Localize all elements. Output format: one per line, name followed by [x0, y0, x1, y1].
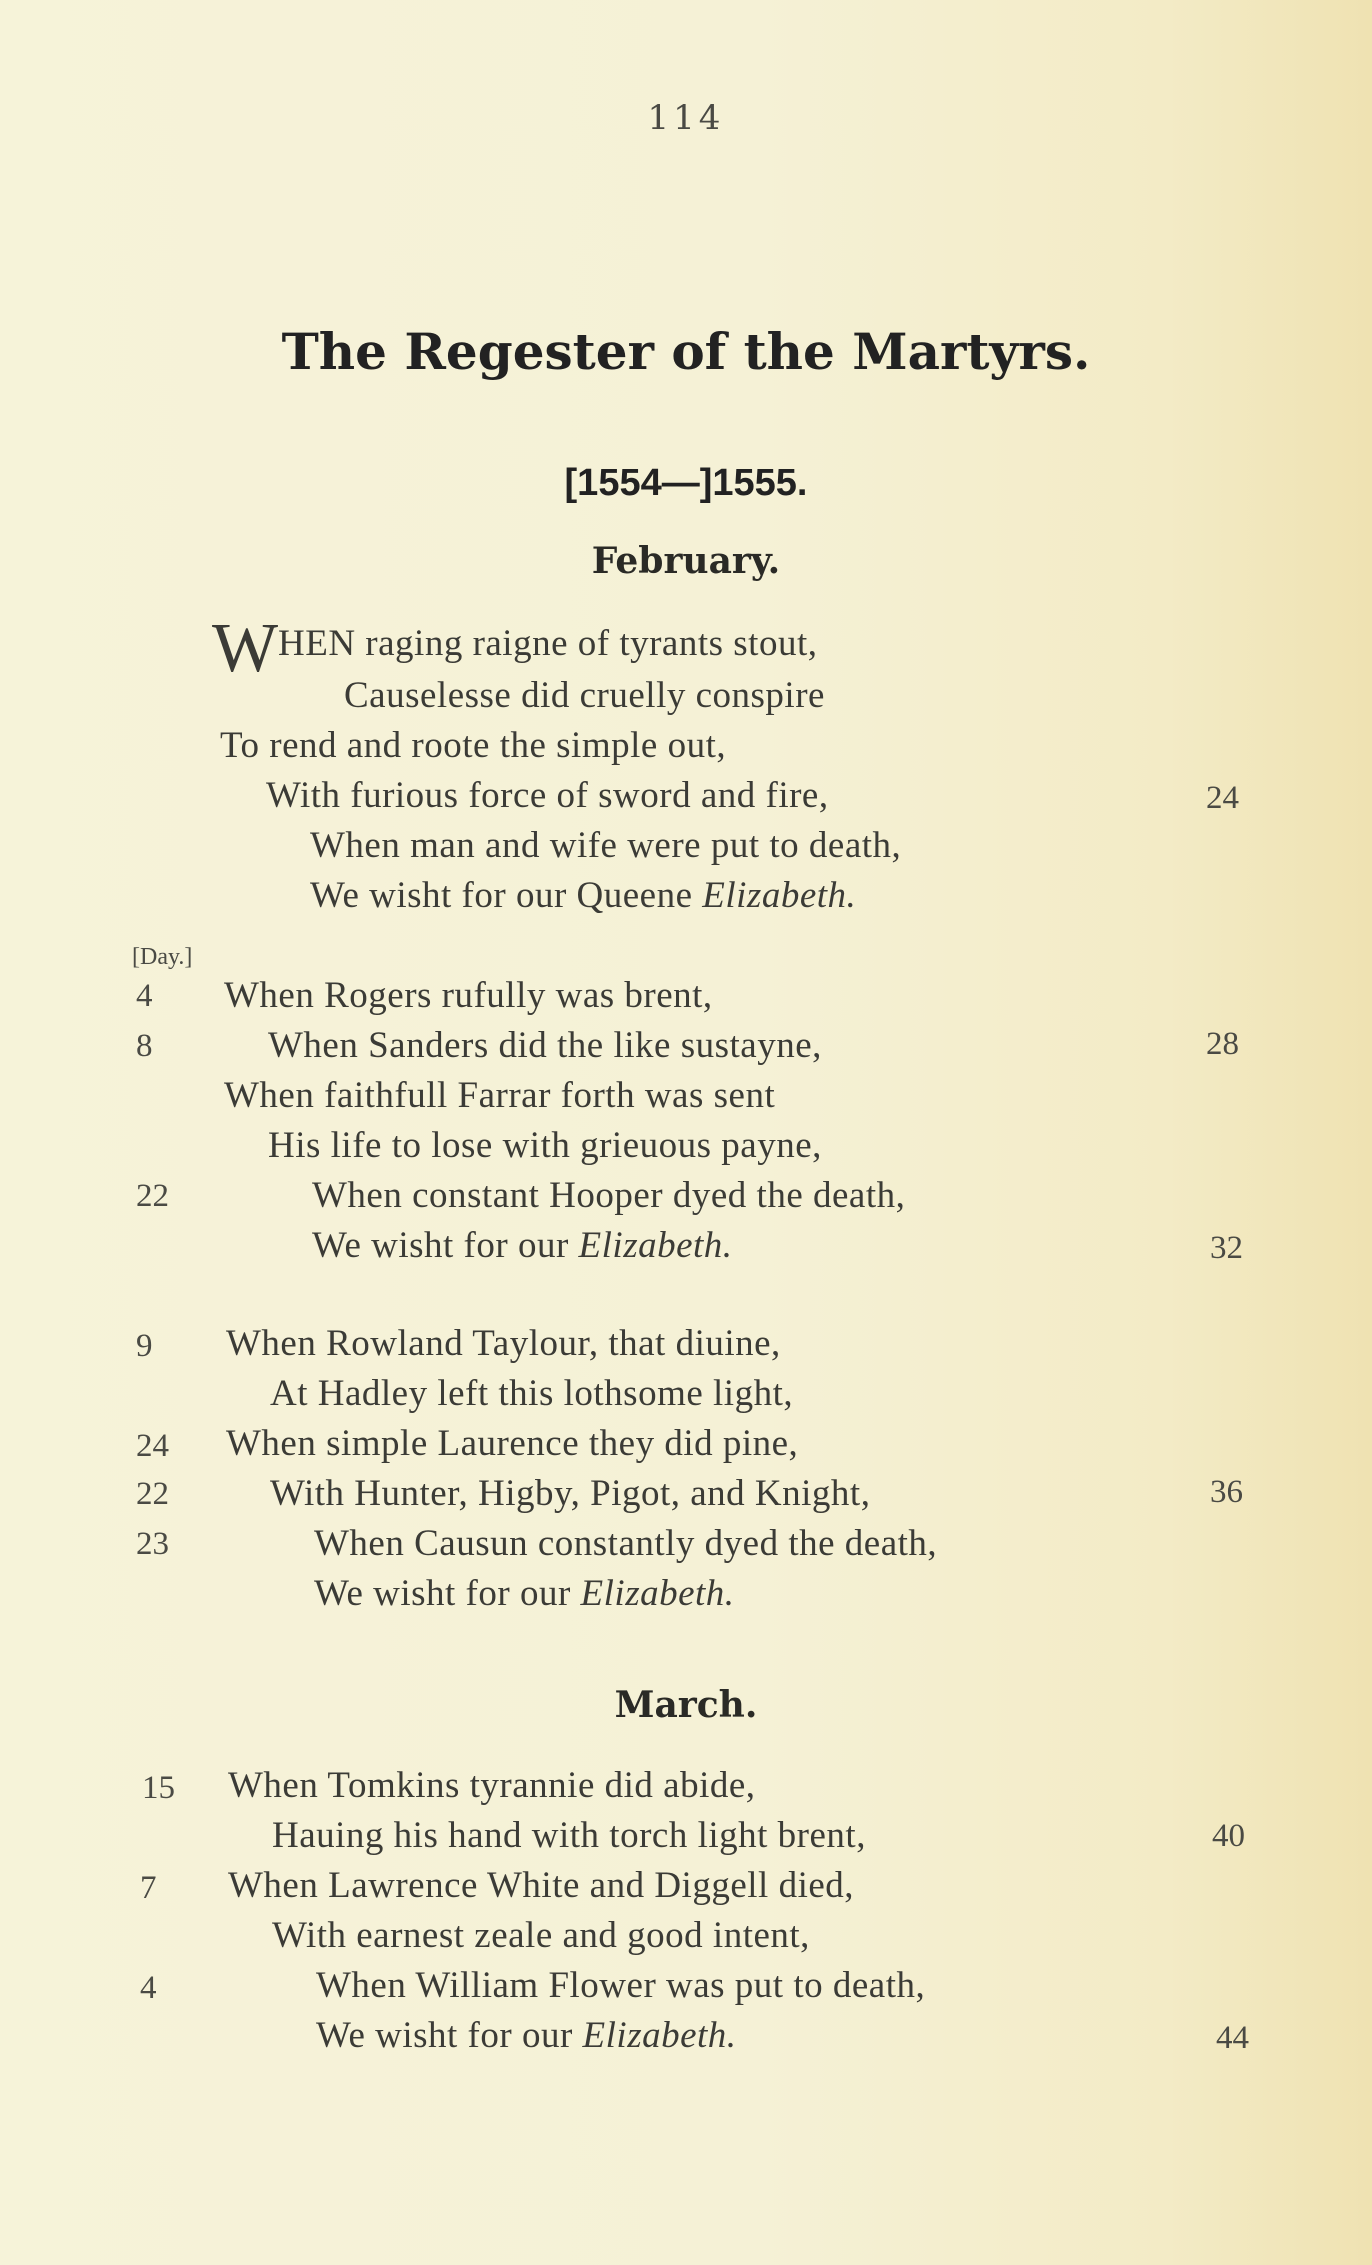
year-heading: [1554—]1555.	[564, 462, 808, 504]
day-column-label: [Day.]	[132, 944, 193, 970]
line-number: 24	[1206, 780, 1239, 816]
line-number: 36	[1210, 1474, 1243, 1510]
day-number: 15	[142, 1770, 175, 1806]
verse-line: When Lawrence White and Diggell died,	[228, 1865, 855, 1906]
verse-line: When constant Hooper dyed the death,	[312, 1175, 906, 1216]
verse-line: When faithfull Farrar forth was sent	[224, 1075, 776, 1116]
verse-line-refrain: We wisht for our Elizabeth.	[314, 1573, 735, 1614]
day-number: 24	[136, 1428, 169, 1464]
verse-line: With Hunter, Higby, Pigot, and Knight,	[270, 1473, 871, 1514]
day-number: 22	[136, 1178, 169, 1214]
day-number: 9	[136, 1328, 153, 1364]
verse-line-refrain: We wisht for our Queene Elizabeth.	[310, 875, 857, 916]
verse-line: With furious force of sword and fire,	[266, 775, 829, 816]
verse-line: When man and wife were put to death,	[310, 825, 902, 866]
verse-line: When Rowland Taylour, that diuine,	[226, 1323, 781, 1364]
verse-line: With earnest zeale and good intent,	[272, 1915, 810, 1956]
verse-line-refrain: We wisht for our Elizabeth.	[312, 1225, 733, 1266]
verse-line: To rend and roote the simple out,	[220, 725, 727, 766]
verse-line: His life to lose with grieuous payne,	[268, 1125, 822, 1166]
verse-line: When Tomkins tyrannie did abide,	[228, 1765, 756, 1806]
month-heading-february: February.	[591, 540, 781, 582]
day-number: 22	[136, 1476, 169, 1512]
verse-line: HEN raging raigne of tyrants stout,	[278, 623, 818, 664]
day-number: 4	[140, 1970, 157, 2006]
line-number: 32	[1210, 1230, 1243, 1266]
verse-line-refrain: We wisht for our Elizabeth.	[316, 2015, 737, 2056]
verse-line: When Rogers rufully was brent,	[224, 975, 713, 1016]
line-number: 44	[1216, 2020, 1249, 2056]
verse-line: Causelesse did cruelly conspire	[344, 675, 825, 716]
day-number: 8	[136, 1028, 153, 1064]
day-number: 23	[136, 1526, 169, 1562]
page-number: 114	[647, 98, 725, 138]
month-heading-march: March.	[614, 1684, 758, 1726]
verse-line: When simple Laurence they did pine,	[226, 1423, 799, 1464]
verse-line: When Sanders did the like sustayne,	[268, 1025, 822, 1066]
day-number: 7	[140, 1870, 157, 1906]
day-number: 4	[136, 978, 153, 1014]
verse-line: When William Flower was put to death,	[316, 1965, 926, 2006]
verse-line: When Causun constantly dyed the death,	[314, 1523, 938, 1564]
page-title: The Regester of the Martyrs.	[281, 322, 1091, 381]
line-number: 28	[1206, 1026, 1239, 1062]
verse-line: Hauing his hand with torch light brent,	[272, 1815, 866, 1856]
verse-line: At Hadley left this lothsome light,	[270, 1373, 794, 1414]
drop-cap: W	[212, 610, 279, 687]
line-number: 40	[1212, 1818, 1245, 1854]
